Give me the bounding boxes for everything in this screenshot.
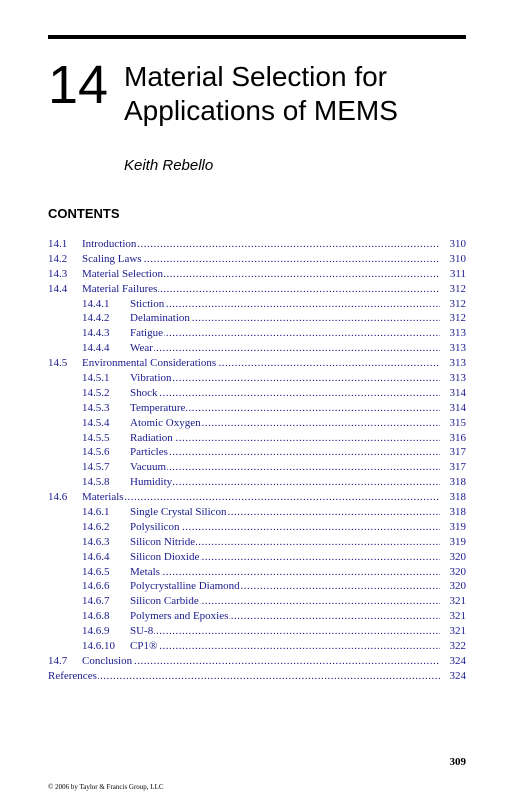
toc-entry[interactable]	[48, 401, 466, 416]
toc-entry-number: 14.4.4	[82, 342, 110, 355]
toc-entry-page: 322	[449, 640, 466, 653]
toc-entry-label[interactable]	[130, 520, 440, 535]
toc-entry-title[interactable]: Fatigue	[130, 327, 163, 340]
toc-entry-page: 312	[449, 312, 466, 325]
toc-entry-page: 313	[449, 327, 466, 340]
toc-entry-label[interactable]	[82, 356, 440, 371]
toc-entry-number: 14.6.3	[82, 535, 110, 548]
toc-entry-label[interactable]	[130, 639, 440, 654]
toc-entry[interactable]	[48, 341, 466, 356]
toc-entry-title[interactable]: Metals	[130, 565, 160, 578]
toc-entry-label[interactable]	[130, 594, 440, 609]
toc-entry-page: 313	[449, 357, 466, 370]
toc-entry-number: 14.5.4	[82, 416, 110, 429]
chapter-top-rule	[48, 35, 466, 39]
copyright-notice: © 2006 by Taylor & Francis Group, LLC	[48, 783, 164, 791]
toc-entry[interactable]	[48, 326, 466, 341]
toc-entry-page: 310	[449, 252, 466, 265]
toc-entry-number: 14.2	[48, 252, 68, 265]
toc-entry-number: 14.6.7	[82, 595, 110, 608]
toc-entry-title[interactable]: Radiation	[130, 431, 173, 444]
toc-entry-label[interactable]	[130, 475, 440, 490]
toc-entry[interactable]	[48, 609, 466, 624]
toc-entry-number: 14.6.9	[82, 625, 110, 638]
toc-entry-page: 317	[449, 446, 466, 459]
toc-entry-number: 14.6.10	[82, 640, 115, 653]
toc-entry[interactable]	[48, 550, 466, 565]
toc-entry[interactable]	[48, 297, 466, 312]
toc-entry[interactable]	[48, 431, 466, 446]
toc-entry-page: 311	[449, 267, 466, 280]
toc-entry-number: 14.1	[48, 238, 68, 250]
toc-entry[interactable]	[48, 639, 466, 654]
toc-entry[interactable]	[48, 594, 466, 609]
toc-entry-title[interactable]: Materials	[82, 491, 124, 504]
toc-entry-title[interactable]: Polycrystalline Diamond	[130, 580, 240, 593]
toc-entry-number: 14.5.5	[82, 431, 110, 444]
toc-entry-label[interactable]	[130, 535, 440, 550]
toc-entry-title[interactable]: Environmental Considerations	[82, 357, 217, 370]
toc-entry[interactable]	[48, 579, 466, 594]
toc-entry[interactable]	[48, 445, 466, 460]
toc-entry-title[interactable]: Stiction	[130, 297, 165, 310]
toc-entry-title[interactable]: CP1®	[130, 640, 158, 653]
toc-entry-page: 314	[449, 401, 466, 414]
page-number: 309	[449, 756, 466, 768]
toc-entry-page: 312	[449, 297, 466, 310]
toc-entry-label[interactable]	[130, 609, 440, 624]
chapter-title-line1: Material Selection for	[124, 61, 388, 92]
toc-entry-label[interactable]	[82, 252, 440, 267]
toc-entry-page: 317	[449, 461, 466, 474]
chapter-author: Keith Rebello	[124, 157, 214, 174]
toc-entry[interactable]	[48, 460, 466, 475]
toc-entry-label[interactable]	[82, 237, 440, 252]
toc-entry-title[interactable]: Particles	[130, 446, 168, 459]
toc-entry-label[interactable]	[130, 579, 440, 594]
toc-entry-number: 14.5.6	[82, 446, 110, 459]
table-of-contents	[48, 237, 466, 684]
toc-entry[interactable]	[48, 416, 466, 431]
toc-entry-page: 320	[449, 580, 466, 593]
toc-entry-page: 318	[449, 476, 466, 489]
toc-entry-title[interactable]: Humidity	[130, 476, 173, 489]
toc-entry-number: 14.6.8	[82, 610, 110, 623]
toc-entry[interactable]	[48, 237, 466, 252]
toc-entry[interactable]	[48, 669, 466, 684]
toc-entry-number: 14.6.5	[82, 565, 110, 578]
toc-entry-number: 14.5.8	[82, 476, 110, 489]
toc-entry[interactable]	[48, 535, 466, 550]
toc-entry[interactable]	[48, 371, 466, 386]
toc-entry[interactable]	[48, 490, 466, 505]
toc-entry-label[interactable]	[130, 326, 440, 341]
contents-heading: CONTENTS	[48, 206, 120, 221]
toc-entry-label[interactable]	[82, 282, 440, 297]
toc-entry-number: 14.4.2	[82, 312, 110, 325]
toc-entry-label[interactable]	[82, 267, 440, 282]
toc-entry-page: 316	[449, 431, 466, 444]
toc-entry[interactable]	[48, 475, 466, 490]
toc-entry-number: 14.5.7	[82, 461, 110, 474]
toc-entry-title[interactable]: Vibration	[130, 372, 172, 385]
toc-entry-number: 14.4.1	[82, 297, 110, 310]
toc-entry-number: 14.6.1	[82, 506, 110, 519]
toc-entry-label[interactable]	[130, 505, 440, 520]
toc-entry-page: 318	[449, 506, 466, 519]
toc-entry-number: 14.5.1	[82, 372, 110, 385]
toc-entry-page: 310	[449, 238, 466, 250]
toc-entry-title[interactable]: Introduction	[82, 238, 137, 250]
toc-entry-number: 14.6	[48, 491, 68, 504]
toc-entry-title[interactable]: Material Failures	[82, 282, 158, 295]
toc-entry-label[interactable]	[82, 654, 440, 669]
toc-entry-page: 324	[449, 669, 466, 682]
toc-entry-title[interactable]: Single Crystal Silicon	[130, 506, 227, 519]
toc-entry-title[interactable]: Material Selection	[82, 267, 163, 280]
toc-entry[interactable]	[48, 356, 466, 371]
toc-entry-number: 14.5.3	[82, 401, 110, 414]
toc-entry-number: 14.6.2	[82, 520, 110, 533]
toc-entry-page: 320	[449, 550, 466, 563]
toc-entry-number: 14.6.4	[82, 550, 110, 563]
toc-entry-title[interactable]: Temperature	[130, 401, 186, 414]
toc-entry-title[interactable]: Atomic Oxygen	[130, 416, 201, 429]
toc-entry[interactable]	[48, 520, 466, 535]
toc-entry-label[interactable]	[130, 371, 440, 386]
toc-entry-title[interactable]: Vacuum	[130, 461, 167, 474]
toc-entry-page: 321	[449, 625, 466, 638]
toc-entry-title[interactable]: Polysilicon	[130, 520, 180, 533]
toc-entry-title[interactable]: Delamination	[130, 312, 190, 325]
toc-entry-title[interactable]: Polymers and Epoxies	[130, 610, 229, 623]
toc-entry-title[interactable]: Silicon Dioxide	[130, 550, 200, 563]
chapter-title-line2: Applications of MEMS	[124, 95, 398, 126]
toc-entry-label[interactable]	[82, 490, 440, 505]
toc-entry-page: 313	[449, 342, 466, 355]
toc-entry-label[interactable]	[130, 565, 440, 580]
toc-entry-label[interactable]	[130, 311, 440, 326]
toc-entry[interactable]	[48, 267, 466, 282]
toc-entry-number: 14.5	[48, 357, 68, 370]
toc-entry-label[interactable]	[130, 386, 440, 401]
toc-entry-page: 321	[449, 610, 466, 623]
toc-entry-title[interactable]: Silicon Carbide	[130, 595, 199, 608]
toc-entry-page: 312	[449, 282, 466, 295]
toc-entry-number: 14.5.2	[82, 386, 110, 399]
toc-entry-number: 14.7	[48, 654, 68, 667]
toc-entry[interactable]	[48, 505, 466, 520]
toc-entry-title[interactable]: SU-8	[130, 625, 154, 638]
toc-entry[interactable]	[48, 311, 466, 326]
toc-entry-label[interactable]	[130, 416, 440, 431]
toc-entry[interactable]	[48, 386, 466, 401]
toc-entry-label[interactable]	[130, 550, 440, 565]
toc-entry-page: 318	[449, 491, 466, 504]
toc-entry[interactable]	[48, 565, 466, 580]
toc-entry-title[interactable]: Silicon Nitride	[130, 535, 196, 548]
toc-entry-page: 320	[449, 565, 466, 578]
toc-entry-label[interactable]	[130, 401, 440, 416]
toc-entry-label[interactable]	[48, 669, 440, 684]
toc-entry[interactable]	[48, 624, 466, 639]
toc-entry-page: 313	[449, 372, 466, 385]
toc-entry-page: 314	[449, 386, 466, 399]
toc-entry-number: 14.3	[48, 267, 68, 280]
toc-entry-page: 321	[449, 595, 466, 608]
toc-entry-number: 14.4	[48, 282, 68, 295]
toc-entry-title[interactable]: Wear	[130, 342, 153, 355]
toc-entry[interactable]	[48, 252, 466, 267]
toc-entry-number: 14.4.3	[82, 327, 110, 340]
toc-entry-label[interactable]	[130, 445, 440, 460]
toc-entry-label[interactable]	[130, 624, 440, 639]
toc-entry-page: 319	[449, 520, 466, 533]
chapter-title	[124, 60, 464, 128]
toc-entry-label[interactable]	[130, 297, 440, 312]
chapter-number: 14	[48, 55, 109, 115]
toc-entry-number: 14.6.6	[82, 580, 110, 593]
toc-entry-label[interactable]	[130, 341, 440, 356]
toc-entry-title[interactable]: Conclusion	[82, 654, 133, 667]
toc-entry[interactable]	[48, 282, 466, 297]
toc-entry-title[interactable]: Shock	[130, 386, 158, 399]
toc-entry-title[interactable]: References	[48, 669, 97, 682]
toc-entry-page: 324	[449, 654, 466, 667]
toc-entry-page: 319	[449, 535, 466, 548]
toc-entry-page: 315	[449, 416, 466, 429]
toc-entry-title[interactable]: Scaling Laws	[82, 252, 142, 265]
toc-entry[interactable]	[48, 654, 466, 669]
toc-entry-label[interactable]	[130, 460, 440, 475]
toc-entry-label[interactable]	[130, 431, 440, 446]
